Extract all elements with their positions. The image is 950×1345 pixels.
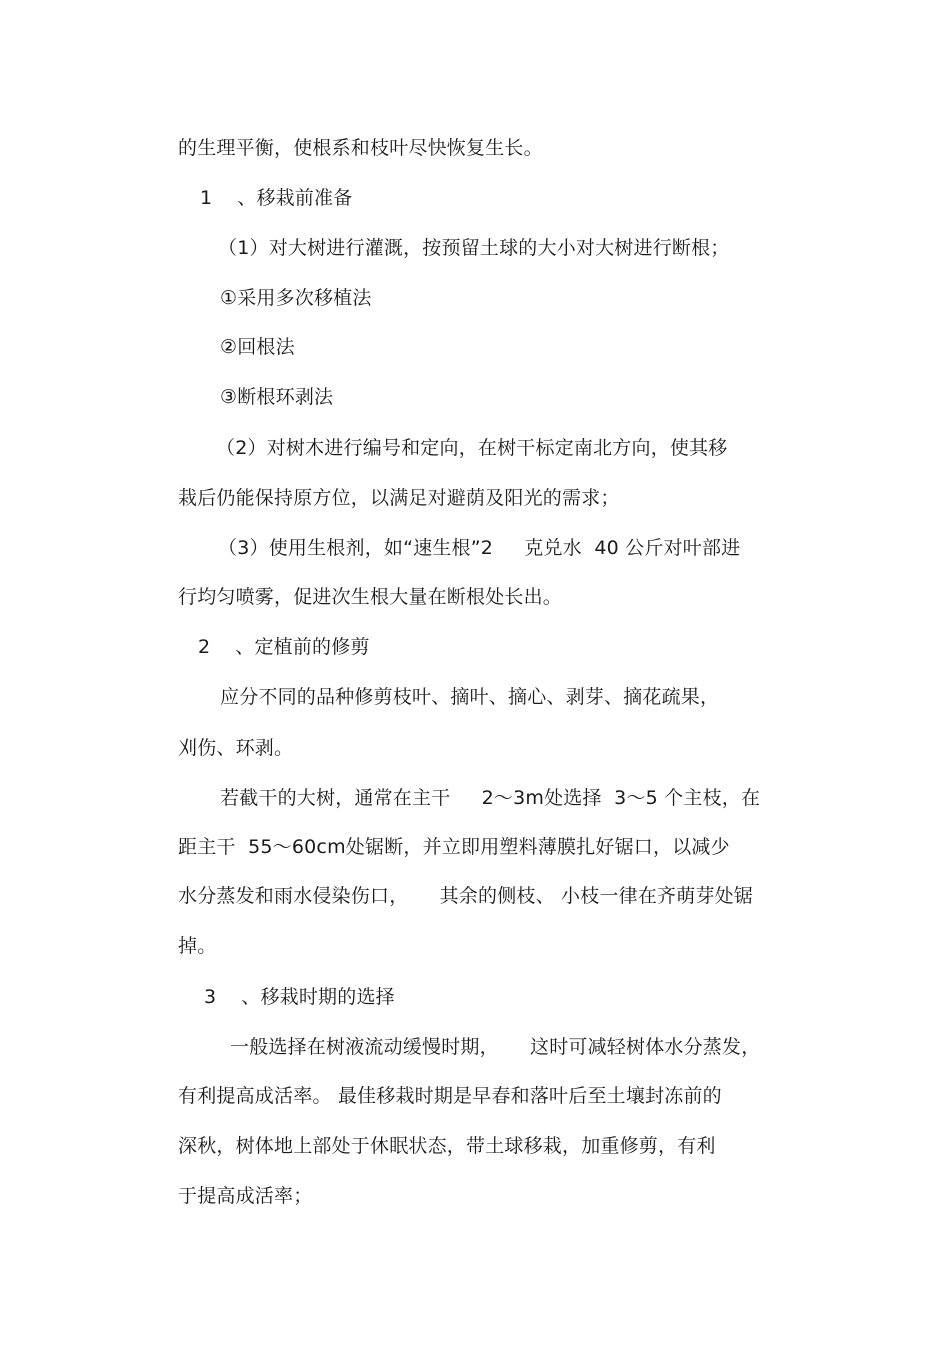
text-line: 的生理平衡，使根系和枝叶尽快恢复生长。 [178,137,543,159]
text-line: 于提高成活率； [178,1185,313,1207]
text-line: 应分不同的品种修剪枝叶、摘叶、摘心、剥芽、摘花疏果， [220,686,720,708]
text-line: 栽后仍能保持原方位，以满足对避荫及阳光的需求； [178,487,620,509]
text-line: （2）对树木进行编号和定向，在树干标定南北方向，使其移 [216,437,728,459]
section-heading: 1 、移栽前准备 [200,187,353,209]
section-heading: 3 、移栽时期的选择 [204,986,395,1008]
text-line: 行均匀喷雾，促进次生根大量在断根处长出。 [178,586,563,608]
text-line: （1）对大树进行灌溉，按预留土球的大小对大树进行断根； [218,237,730,259]
text-line: ②回根法 [220,336,295,358]
section-heading: 2 、定植前的修剪 [198,636,370,658]
text-line: ①采用多次移植法 [220,287,372,309]
text-line: 刈伤、环剥。 [178,737,294,759]
text-line: 深秋，树体地上部处于休眠状态，带土球移栽，加重修剪，有利 [178,1135,716,1157]
text-line: 掉。 [178,935,217,957]
text-line: ③断根环剥法 [220,386,334,408]
text-line: 距主干 55～60cm处锯断，并立即用塑料薄膜扎好锯口，以减少 [178,836,730,858]
text-line: （3）使用生根剂，如“速生根”2 克兑水 40 公斤对叶部进 [218,537,741,559]
text-line: 水分蒸发和雨水侵染伤口， 其余的侧枝、 小枝一律在齐萌芽处锯 [178,885,754,907]
text-line: 有利提高成活率。 最佳移栽时期是早春和落叶后至土壤封冻前的 [178,1085,722,1107]
text-line: 若截干的大树，通常在主干 2～3m处选择 3～5 个主枝，在 [220,787,761,809]
text-line: 一般选择在树液流动缓慢时期， 这时可减轻树体水分蒸发， [230,1036,761,1058]
